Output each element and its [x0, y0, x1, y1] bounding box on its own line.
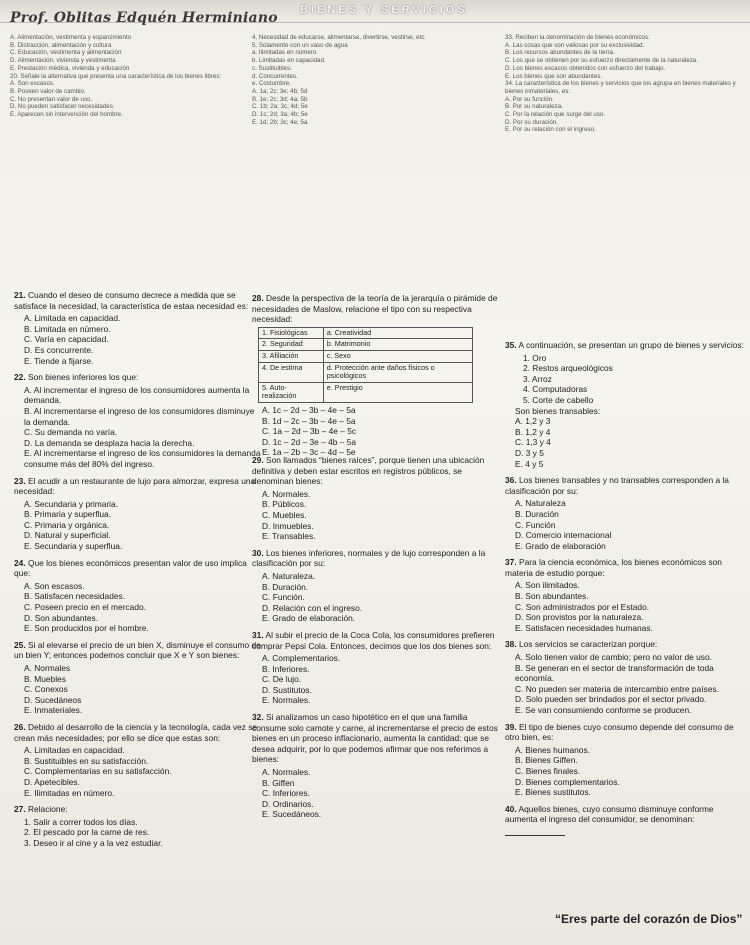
question-number: 27.: [14, 804, 26, 815]
question-28-options: [252, 405, 502, 458]
need-example: b. Matrimonio: [323, 339, 472, 351]
question-text: Aquellos bienes, cuyo consumo disminuye conforme aumenta el ingreso del consumidor, se denominan:: [505, 803, 714, 825]
answer-option: D. 3 y 5: [515, 447, 544, 458]
answer-option: D. Ordinarios.: [262, 798, 314, 809]
need-type: 3. Afiliación: [259, 350, 324, 362]
faded-line: E. Por su relación con el ingreso.: [505, 126, 596, 134]
faded-line: B. 1e; 2c; 3d; 4a; 5b: [252, 95, 308, 103]
answer-option: B. Duración: [515, 508, 559, 519]
answer-option: E. Satisfacen necesidades humanas.: [515, 622, 653, 633]
faded-line: D. No pueden satisfacer necesidades.: [10, 103, 115, 111]
question-28: [252, 293, 502, 458]
answer-option: C. Poseen precio en el mercado.: [24, 602, 146, 613]
answer-option: D. La demanda se desplaza hacia la derecha.: [24, 437, 195, 448]
faded-line: 5. Solamente con un vaso de agua: [252, 41, 348, 49]
answer-option: 3. Deseo ir al cine y a la vez estudiar.: [24, 837, 163, 848]
answer-option: D. Apetecibles.: [24, 776, 80, 787]
question-stem: [505, 804, 745, 825]
faded-line: E. Los bienes que son abundantes.: [505, 72, 603, 80]
question-stem: [505, 639, 745, 650]
question-number: 25.: [14, 639, 26, 650]
answer-option: A. Solo tienen valor de cambio; pero no valor de uso.: [515, 652, 712, 663]
question-text: Para la ciencia económica, los bienes económicos son materia de estudio porque:: [505, 557, 722, 578]
faded-column-3: [505, 34, 745, 134]
question: [505, 639, 745, 715]
faded-line: B. Distracción, alimentación y cultura: [10, 41, 112, 49]
faded-line: E. Aparecen sin intervención del hombre.: [10, 111, 123, 119]
answer-option: E. Bienes sustitutos.: [515, 787, 591, 798]
faded-line: B. Por su naturaleza.: [505, 103, 563, 111]
faded-line: D. Alimentación, vivienda y vestimenta: [10, 57, 116, 65]
answer-option: A. Bienes humanos.: [515, 744, 590, 755]
question-number: 37.: [505, 557, 517, 568]
question-number: 36.: [505, 475, 517, 486]
question: [14, 558, 261, 634]
answer-option: C. Son administrados por el Estado.: [515, 601, 650, 612]
question-number: 21.: [14, 290, 26, 300]
answer-option: C. De lujo.: [262, 674, 302, 685]
answer-option: D. Son abundantes.: [24, 612, 99, 623]
question-number: 22.: [14, 372, 26, 383]
question-text: El tipo de bienes cuyo consumo depende del consumo de otro bien, es:: [505, 721, 734, 743]
answer-option: C. Su demanda no varía.: [24, 427, 118, 438]
faded-line: D. Por su duración.: [505, 118, 558, 126]
table-row: [259, 382, 473, 402]
answer-option: C. Complementarias en su satisfacción.: [24, 766, 172, 777]
answer-option: B. Duración.: [262, 581, 309, 592]
table-row: [259, 362, 473, 382]
question: [505, 557, 745, 633]
question-text: Desde la perspectiva de la teoría de la jerarquía o pirámide de necesidades de Maslow, relacione el tipo con su respectiva necesidad:: [252, 293, 498, 325]
answer-option: 2. El pescado por la carne de res.: [24, 827, 150, 838]
answer-option: A. Son escasos.: [24, 580, 85, 591]
question: [14, 804, 261, 848]
question: [252, 712, 500, 820]
question-stem: [14, 640, 261, 661]
question: [252, 630, 500, 706]
answer-option: D. Son provistos por la naturaleza.: [515, 612, 644, 623]
question-stem: [14, 290, 261, 311]
need-example: e. Prestigio: [323, 382, 472, 402]
question-stem: [505, 722, 745, 743]
faded-line: E. 1d; 2b; 3c; 4e; 5a: [252, 118, 308, 126]
answer-option: B. Muebles: [24, 673, 66, 684]
faded-line: C. Por la relación que surge del uso.: [505, 111, 606, 119]
question-stem: [505, 340, 745, 351]
question-number: 32.: [252, 712, 264, 723]
question-stem: [505, 557, 745, 578]
answer-option: E. Sucedáneos.: [262, 809, 322, 820]
answer-option: D. Es concurrente.: [24, 344, 94, 355]
teacher-name: Prof. Oblitas Edquén Herminiano: [10, 10, 278, 26]
question-stem: [14, 722, 261, 743]
need-example: a. Creatividad: [323, 327, 472, 339]
question-number: 23.: [14, 475, 26, 486]
faded-line: A. 1a; 2c; 3e; 4b; 5d: [252, 87, 308, 95]
answer-option: B. Sustituibles en su satisfacción.: [24, 755, 149, 766]
answer-option: C. Función: [515, 519, 556, 530]
list-item: 2. Restos arqueológicos: [523, 363, 613, 374]
question-stem: [252, 455, 500, 487]
question-number: 31.: [252, 629, 264, 640]
answer-option: E. Ilimitadas en número.: [24, 787, 115, 798]
answer-option: B. Giffen: [262, 777, 295, 788]
question-text: A continuación, se presentan un grupo de bienes y servicios:: [518, 340, 744, 350]
answer-option: B. Bienes Giffen.: [515, 755, 578, 766]
question-number: 29.: [252, 455, 264, 465]
faded-line: 33. Reciben la denominación de bienes económicos:: [505, 34, 650, 41]
answer-option: E. Transables.: [262, 531, 316, 542]
answer-option: A. Normales.: [262, 488, 311, 499]
answer-option: A. Naturaleza.: [262, 570, 316, 581]
answer-option: E. Secundaria y superflua.: [24, 541, 123, 552]
question-text: Los servicios se caracterizan porque:: [518, 639, 658, 650]
faded-column-1: [10, 34, 250, 119]
faded-line: D. 1c; 2d; 3a; 4b; 5e: [252, 111, 308, 119]
question-text: Son bienes inferiores los que:: [27, 372, 139, 383]
faded-column-2: [252, 34, 497, 126]
answer-option: A. Normales.: [262, 767, 311, 778]
need-type: 5. Auto-realización: [259, 382, 324, 402]
faded-line: C. Educación, vestimenta y alimentación: [10, 49, 122, 57]
answer-option: E. 4 y 5: [515, 458, 544, 469]
faded-line: B. Los recursos abundantes de la tierra.: [505, 49, 615, 57]
maslow-table: [258, 327, 473, 403]
question: [14, 476, 261, 552]
question-text: Los bienes transables y no transables corresponden a la clasificación por su:: [505, 475, 729, 496]
answer-option: A. Secundaria y primaria.: [24, 498, 119, 509]
faded-line: D. Los bienes escasos obtenidos con esfuerzo del trabajo.: [505, 64, 666, 72]
answer-option: E. Inmateriales.: [24, 705, 83, 716]
answer-option: B. Primaria y superflua.: [24, 509, 112, 520]
question-stem: [14, 558, 261, 579]
question-text: Los bienes inferiores, normales y de lujo corresponden a la clasificación por su:: [252, 547, 486, 569]
answer-option: D. Relación con el ingreso.: [262, 602, 363, 613]
answer-option: A. Complementarios.: [262, 653, 341, 664]
answer-option: D. Solo pueden ser brindados por el sector privado.: [515, 694, 707, 705]
answer-option: E. 1a – 2b – 3c – 4d – 5e: [262, 447, 356, 458]
answer-option: A. 1c – 2d – 3b – 4e – 5a: [262, 404, 356, 415]
question: [14, 722, 261, 798]
question-text: Al subir el precio de la Coca Cola, los consumidores prefieren comprar Pepsi Cola. Entonces, decimos que los dos bienes son:: [252, 629, 495, 651]
list-item: 3. Arroz: [523, 373, 552, 384]
options-lead: Son bienes transables:: [515, 405, 601, 416]
answer-option: 1. Salir a correr todos los días.: [24, 816, 138, 827]
column-1: [14, 290, 261, 855]
question-stem: [14, 804, 261, 815]
banner-title: BIENES Y SERVICIOS: [300, 4, 468, 16]
answer-option: C. No pueden ser materia de intercambio entre países.: [515, 683, 719, 694]
question-text: Relacione:: [27, 804, 68, 815]
question-text: Si analizamos un caso hipotético en el que una familia consume solo camote y carne, al incrementarse el precio de estos bienes en un proceso inflacionario, aumenta la cantidad: que se desea adquirir, por lo que podemos afirmar que nos referimos a bienes:: [252, 712, 498, 765]
answer-option: B. Al incrementarse el ingreso de los consumidores disminuye la demanda.: [24, 405, 255, 427]
question: [505, 475, 745, 551]
answer-option: A. Son ilimitados.: [515, 580, 580, 591]
question-text: Cuando el deseo de consumo decrece a medida que se satisface la necesidad, la característica de estaa necesidad es:: [14, 290, 249, 311]
faded-line: b. Limitadas en capacidad.: [252, 57, 326, 65]
answer-option: C. Inferiores.: [262, 788, 310, 799]
table-row: [259, 339, 473, 351]
answer-option: A. 1,2 y 3: [515, 416, 551, 427]
question: [505, 340, 745, 469]
answer-option: B. 1d – 2c – 3b – 4e – 5a: [262, 415, 356, 426]
answer-option: A. Limitada en capacidad.: [24, 313, 121, 324]
question-stem: [14, 476, 261, 497]
answer-option: A. Normales: [24, 663, 71, 673]
question: [252, 455, 500, 542]
answer-option: E. Normales.: [262, 695, 311, 706]
answer-option: D. Sucedáneos: [24, 694, 82, 705]
faded-line: A. Por su función.: [505, 95, 554, 103]
list-item: 4. Computadoras: [523, 384, 588, 395]
faded-line: 4. Necesidad de educarse, alimentarse, divertirse, vestirse, etc.: [252, 34, 427, 41]
question-number: 35.: [505, 340, 517, 350]
answer-option: C. 1a – 2d – 3b – 4e – 5c: [262, 426, 357, 437]
answer-option: D. Bienes complementarios.: [515, 776, 620, 787]
faded-line: a. Ilimitadas en número.: [252, 49, 319, 57]
answer-option: D. Comercio internacional: [515, 530, 612, 541]
faded-line: C. No presentan valor de uso.: [10, 95, 93, 103]
faded-line: A. Alimentación, vestimenta y esparcimiento: [10, 34, 132, 41]
question-number: 39.: [505, 721, 517, 732]
question-stem: [14, 372, 261, 383]
question-number: 24.: [14, 557, 26, 568]
answer-option: C. Función.: [262, 592, 305, 603]
faded-line: A. Son escasos.: [10, 80, 55, 88]
answer-option: D. Inmuebles.: [262, 520, 314, 531]
answer-option: C. Bienes finales.: [515, 765, 581, 776]
faded-line: 20. Señale la alternativa que presenta una característica de los bienes libres:: [10, 72, 222, 80]
answer-option: A. Limitadas en capacidad.: [24, 745, 125, 756]
question-text: El acudir a un restaurante de lujo para almorzar, expresa una necesidad:: [14, 475, 256, 497]
answer-option: C. Muebles.: [262, 509, 307, 520]
answer-option: B. Limitada en número.: [24, 323, 111, 334]
question: [14, 372, 261, 469]
column-2: [252, 455, 500, 826]
answer-option: B. Son abundantes.: [515, 591, 589, 602]
faded-line: E. Prestación médica, vivienda y educación: [10, 64, 130, 72]
list-item: 1. Oro: [523, 352, 547, 363]
question-text: Si al elevarse el precio de un bien X, disminuye el consumo de un bien Y; entonces podemos concluir que X e Y son bienes:: [14, 639, 261, 661]
list-item: 5. Corte de cabello: [523, 394, 594, 405]
answer-option: A. Naturaleza: [515, 498, 566, 509]
need-example: c. Sexo: [323, 350, 472, 362]
need-type: 2. Seguridad: [259, 339, 324, 351]
faded-line: C. 1b; 2a; 3c; 4d; 5e: [252, 103, 308, 111]
question-text: Debido al desarrollo de la ciencia y la tecnología, cada vez se crean más necesidades; por ello se dice que estas son:: [14, 721, 258, 743]
answer-option: E. Se van consumiendo conforme se producen.: [515, 705, 692, 715]
need-example: d. Protección ante daños físicos o psicológicos: [323, 362, 472, 382]
answer-option: B. Se generan en el sector de transformación de toda economía.: [515, 662, 714, 684]
question: [252, 548, 500, 624]
answer-option: B. Inferiores.: [262, 663, 310, 674]
question: [505, 804, 745, 839]
answer-option: B. 1,2 y 4: [515, 426, 551, 437]
question-text: Que los bienes económicos presentan valor de uso implica que:: [14, 557, 247, 579]
question: [14, 640, 261, 716]
question-number: 26.: [14, 721, 26, 732]
question-stem: [505, 475, 745, 496]
answer-option: A. Al incrementar el ingreso de los consumidores aumenta la demanda.: [24, 384, 250, 406]
answer-option: E. Grado de elaboración: [515, 540, 606, 551]
answer-option: C. Conexos: [24, 684, 68, 695]
table-row: [259, 350, 473, 362]
question-stem: [252, 548, 500, 569]
question: [505, 722, 745, 798]
question-number: 28.: [252, 293, 264, 303]
faded-line: C. Los que se obtienen por su esfuerzo directamente de la naturaleza.: [505, 57, 698, 65]
question-number: 38.: [505, 639, 517, 650]
faded-line: B. Poseen valor de cambio.: [10, 87, 86, 95]
answer-option: E. Al incrementarse el ingreso de los consumidores la demanda consume más del 80% del ingreso.: [24, 448, 261, 469]
answer-option: E. Son producidos por el hombre.: [24, 623, 149, 634]
answer-option: C. Primaria y orgánica.: [24, 519, 110, 530]
need-type: 4. De estima: [259, 362, 324, 382]
question: [14, 290, 261, 366]
answer-option: D. Natural y superficial.: [24, 530, 111, 541]
answer-option: C. Varía en capacidad.: [24, 334, 109, 345]
question-stem: [252, 712, 500, 765]
answer-option: D. 1c – 2d – 3e – 4b – 5a: [262, 436, 357, 447]
motto: “Eres parte del corazón de Dios”: [555, 912, 743, 926]
faded-line: c. Sustituibles.: [252, 64, 292, 72]
question-number: 30.: [252, 547, 264, 558]
question-text: Son llamados “bienes raíces”, porque tienen una ubicación definitiva y deben estar escritos en registros públicos, se denominan bienes:: [252, 455, 485, 487]
faded-line: A. Las cosas que son valiosas por su exclusividad.: [505, 41, 645, 49]
column-3: [505, 340, 745, 845]
answer-blank: [505, 827, 565, 836]
question-number: 40.: [505, 803, 517, 814]
question-stem: [252, 630, 500, 651]
answer-option: E. Grado de elaboración.: [262, 613, 356, 624]
need-type: 1. Fisiológicas: [259, 327, 324, 339]
answer-option: D. Sustitutos.: [262, 684, 312, 695]
answer-option: E. Tiende a fijarse.: [24, 355, 94, 366]
answer-option: B. Satisfacen necesidades.: [24, 591, 126, 602]
faded-line: e. Costumbre.: [252, 80, 291, 88]
faded-line: d. Concurrentes.: [252, 72, 298, 80]
answer-option: B. Públicos.: [262, 499, 307, 510]
answer-option: C. 1,3 y 4: [515, 437, 551, 448]
faded-line: 34. La característica de los bienes y servicios que los agrupa en bienes materiales y bienes inmateriales, es:: [505, 80, 736, 95]
table-row: [259, 327, 473, 339]
